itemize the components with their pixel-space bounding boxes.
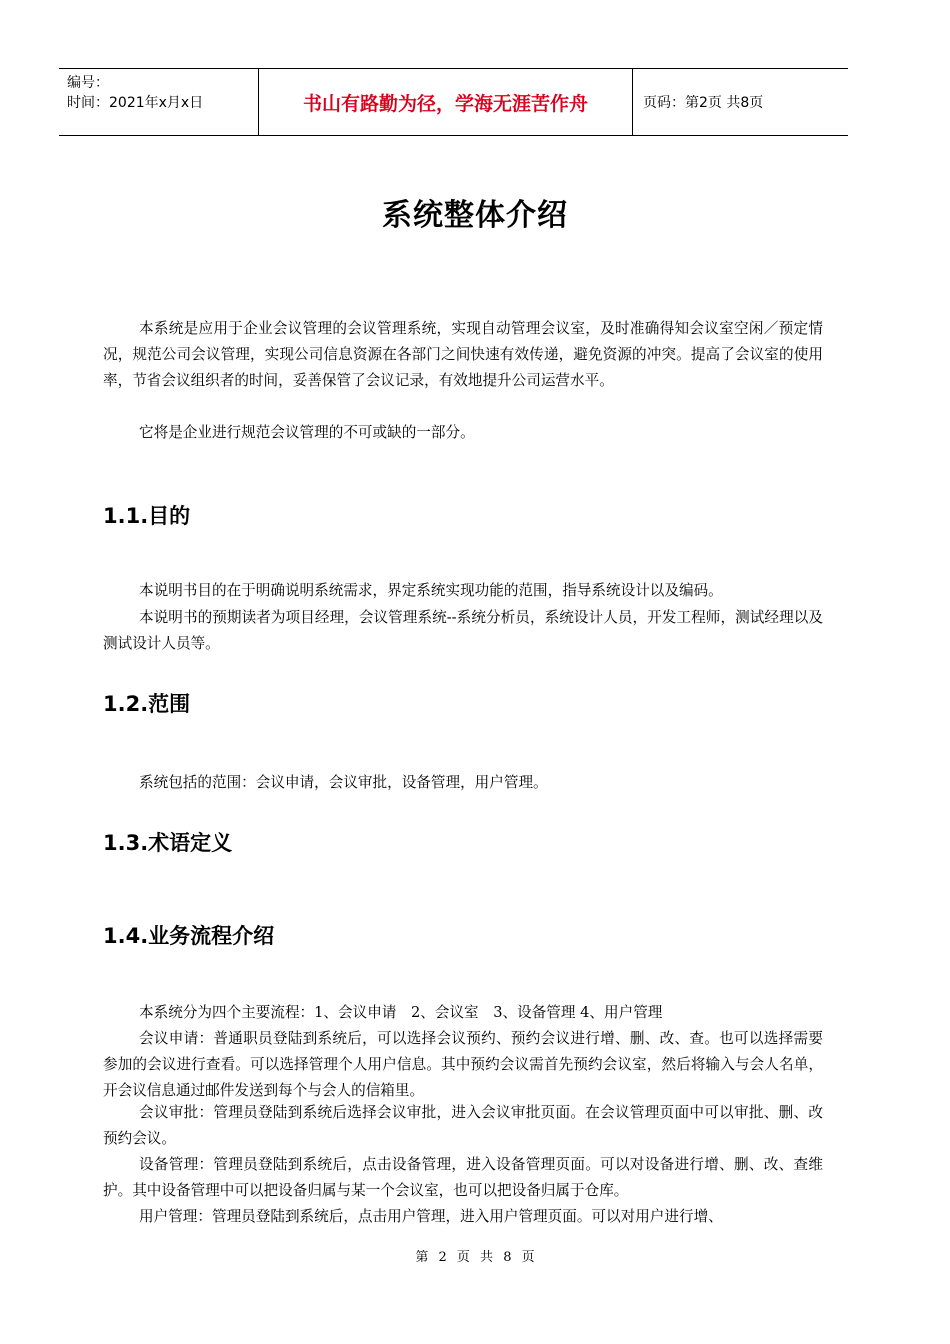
section-heading-scope: 1.2.范围 — [103, 692, 191, 716]
header-page-number: 页码：第2页 共8页 — [643, 95, 764, 111]
header-motto: 书山有路勤为径，学海无涯苦作舟 — [259, 69, 633, 135]
flow-paragraph-5: 用户管理：管理员登陆到系统后，点击用户管理，进入用户管理页面。可以对用户进行增、 — [139, 1208, 723, 1225]
section-heading-terms: 1.3.术语定义 — [103, 831, 233, 855]
section-heading-purpose: 1.1.目的 — [103, 504, 191, 528]
page-footer: 第 2 页 共 8 页 — [415, 1250, 535, 1265]
intro-paragraph-2: 它将是企业进行规范会议管理的不可或缺的一部分。 — [139, 424, 475, 441]
header-meta — [59, 69, 259, 135]
intro-paragraph-1: 本系统是应用于企业会议管理的会议管理系统，实现自动管理会议室，及时准确得知会议室空闲／预定情况，规范公司会议管理，实现公司信息资源在各部门之间快速有效传递，避免资源的冲突。提高了会议室的使用率，节省会议组织者的时间，妥善保管了会议记录，有效地提升公司运营水平。 — [103, 320, 823, 389]
flow-paragraph-3: 会议审批：管理员登陆到系统后选择会议审批，进入会议审批页面。在会议管理页面中可以审批、删、改预约会议。 — [103, 1104, 823, 1147]
flow-paragraph-2: 会议申请：普通职员登陆到系统后，可以选择会议预约、预约会议进行增、删、改、查。也可以选择需要参加的会议进行查看。可以选择管理个人用户信息。其中预约会议需首先预约会议室，然后将输入与会人名单，开会议信息通过邮件发送到每个与会人的信箱里。 — [103, 1030, 823, 1099]
header-number: 编号： — [67, 75, 109, 91]
flow-paragraph-4: 设备管理：管理员登陆到系统后，点击设备管理，进入设备管理页面。可以对设备进行增、删、改、查维护。其中设备管理中可以把设备归属与某一个会议室，也可以把设备归属于仓库。 — [103, 1156, 823, 1199]
flow-paragraph-1: 本系统分为四个主要流程：1、会议申请 2、会议室 3、设备管理 4、用户管理 — [139, 1004, 663, 1021]
purpose-paragraph-2: 本说明书的预期读者为项目经理，会议管理系统--系统分析员，系统设计人员，开发工程师，测试经理以及测试设计人员等。 — [103, 609, 823, 652]
header-time: 时间：2021年x月x日 — [67, 95, 204, 111]
page-header — [59, 68, 848, 136]
document-title: 系统整体介绍 — [382, 198, 568, 233]
purpose-paragraph-1: 本说明书目的在于明确说明系统需求，界定系统实现功能的范围，指导系统设计以及编码。 — [139, 582, 723, 599]
scope-paragraph: 系统包括的范围：会议申请，会议审批，设备管理，用户管理。 — [139, 774, 548, 791]
section-heading-business-flow: 1.4.业务流程介绍 — [103, 924, 275, 948]
